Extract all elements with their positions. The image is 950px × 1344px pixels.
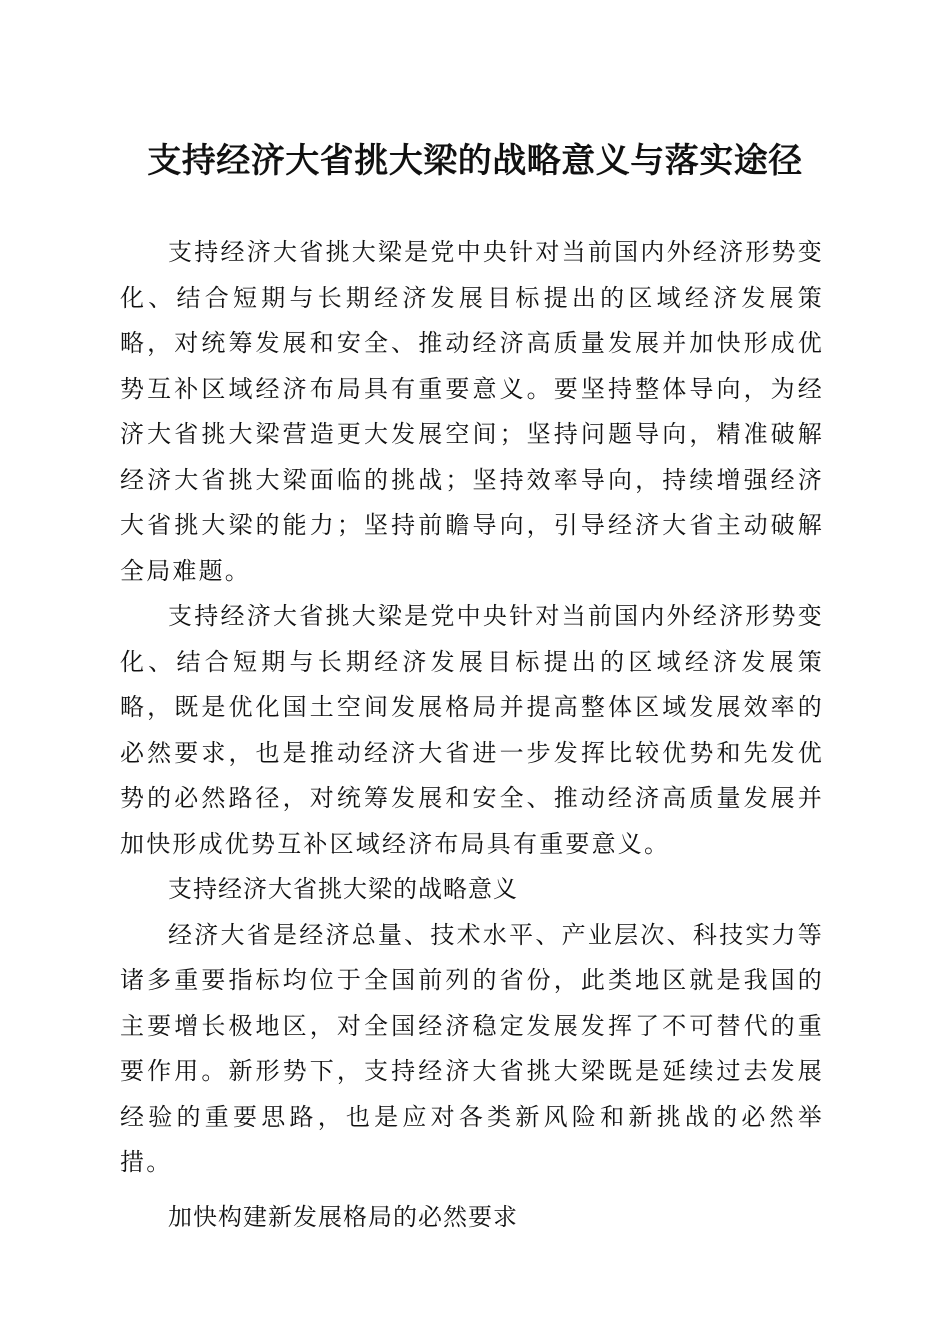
body-paragraph-3: 经济大省是经济总量、技术水平、产业层次、科技实力等诸多重要指标均位于全国前列的省份，此类地区就是我国的主要增长极地区，对全国经济稳定发展发挥了不可替代的重要作用。新形势下，支持经济大省挑大梁既是延续过去发展经验的重要思路，也是应对各类新风险和新挑战的必然举措。 <box>120 920 824 1176</box>
section-heading-strategic-significance: 支持经济大省挑大梁的战略意义 <box>168 875 518 903</box>
body-paragraph-1: 支持经济大省挑大梁是党中央针对当前国内外经济形势变化、结合短期与长期经济发展目标提出的区域经济发展策略，对统筹发展和安全、推动经济高质量发展并加快形成优势互补区域经济布局具有重要意义。要坚持整体导向，为经济大省挑大梁营造更大发展空间；坚持问题导向，精准破解经济大省挑大梁面临的挑战；坚持效率导向，持续增强经济大省挑大梁的能力；坚持前瞻导向，引导经济大省主动破解全局难题。 <box>120 238 824 585</box>
paragraph-spacer <box>120 1186 824 1195</box>
section-heading-new-development-pattern: 加快构建新发展格局的必然要求 <box>168 1202 518 1231</box>
document-body <box>120 230 824 1240</box>
document-title: 支持经济大省挑大梁的战略意义与落实途径 <box>147 141 803 181</box>
body-paragraph-2: 支持经济大省挑大梁是党中央针对当前国内外经济形势变化、结合短期与长期经济发展目标提出的区域经济发展策略，既是优化国土空间发展格局并提高整体区域发展效率的必然要求，也是推动经济大省进一步发挥比较优势和先发优势的必然路径，对统筹发展和安全、推动经济高质量发展并加快形成优势互补区域经济布局具有重要意义。 <box>120 602 824 858</box>
